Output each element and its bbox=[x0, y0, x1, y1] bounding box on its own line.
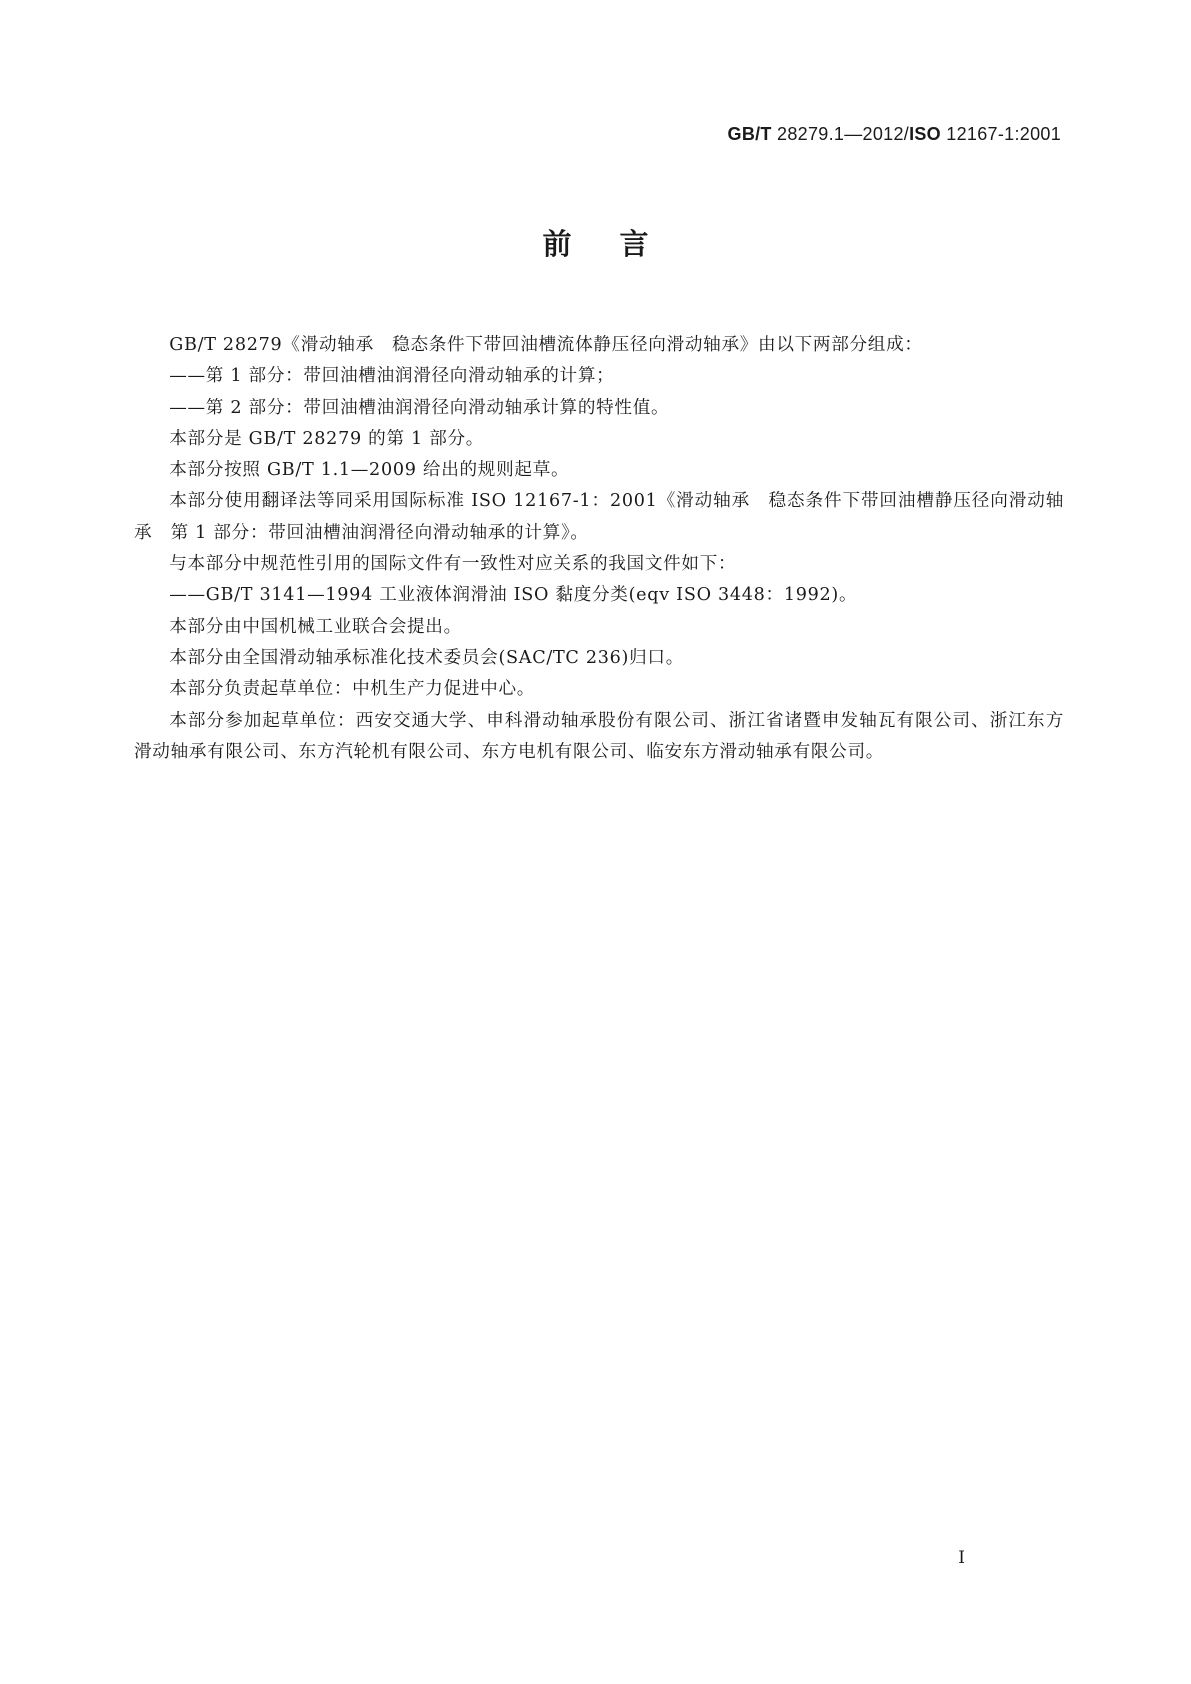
paragraph-this-part: 本部分是 GB/T 28279 的第 1 部分。 bbox=[169, 428, 485, 449]
paragraph-drafting-rules: 本部分按照 GB/T 1.1—2009 给出的规则起草。 bbox=[169, 460, 570, 481]
standard-number bbox=[728, 124, 1061, 145]
page-title: 前言 bbox=[542, 227, 697, 261]
std-gb-prefix: GB/T bbox=[727, 124, 772, 144]
paragraph-reference-gbt3141: ——GB/T 3141—1994 工业液体润滑油 ISO 黏度分类(eqv ISO 3448：1992)。 bbox=[169, 585, 858, 606]
paragraph-committee: 本部分由全国滑动轴承标准化技术委员会(SAC/TC 236)归口。 bbox=[169, 647, 685, 668]
std-gb-number: 28279.1—2012/ bbox=[777, 124, 910, 144]
paragraph-lead-drafter: 本部分负责起草单位：中机生产力促进中心。 bbox=[169, 679, 536, 700]
paragraph-adoption: 本部分使用翻译法等同采用国际标准 ISO 12167-1：2001《滑动轴承 稳态条件下带回油槽静压径向滑动轴承 第 1 部分：带回油槽油润滑径向滑动轴承的计算》。 bbox=[134, 491, 1064, 543]
paragraph-part-2: ——第 2 部分：带回油槽油润滑径向滑动轴承计算的特性值。 bbox=[169, 397, 670, 418]
std-iso-number: 12167-1:2001 bbox=[946, 124, 1061, 144]
paragraph-proposer: 本部分由中国机械工业联合会提出。 bbox=[169, 616, 462, 637]
foreword-body bbox=[134, 330, 1064, 768]
page-number: I bbox=[958, 1548, 965, 1568]
std-iso-prefix: ISO bbox=[909, 124, 941, 144]
paragraph-part-1: ——第 1 部分：带回油槽油润滑径向滑动轴承的计算； bbox=[169, 366, 615, 387]
paragraph-composition: GB/T 28279《滑动轴承 稳态条件下带回油槽流体静压径向滑动轴承》由以下两部分组成： bbox=[169, 335, 923, 355]
paragraph-participating-drafters: 本部分参加起草单位：西安交通大学、申科滑动轴承股份有限公司、浙江省诸暨申发轴瓦有限公司、浙江东方滑动轴承有限公司、东方汽轮机有限公司、东方电机有限公司、临安东方滑动轴承有限公司。 bbox=[134, 710, 1064, 762]
paragraph-correspondence: 与本部分中规范性引用的国际文件有一致性对应关系的我国文件如下： bbox=[169, 554, 737, 575]
